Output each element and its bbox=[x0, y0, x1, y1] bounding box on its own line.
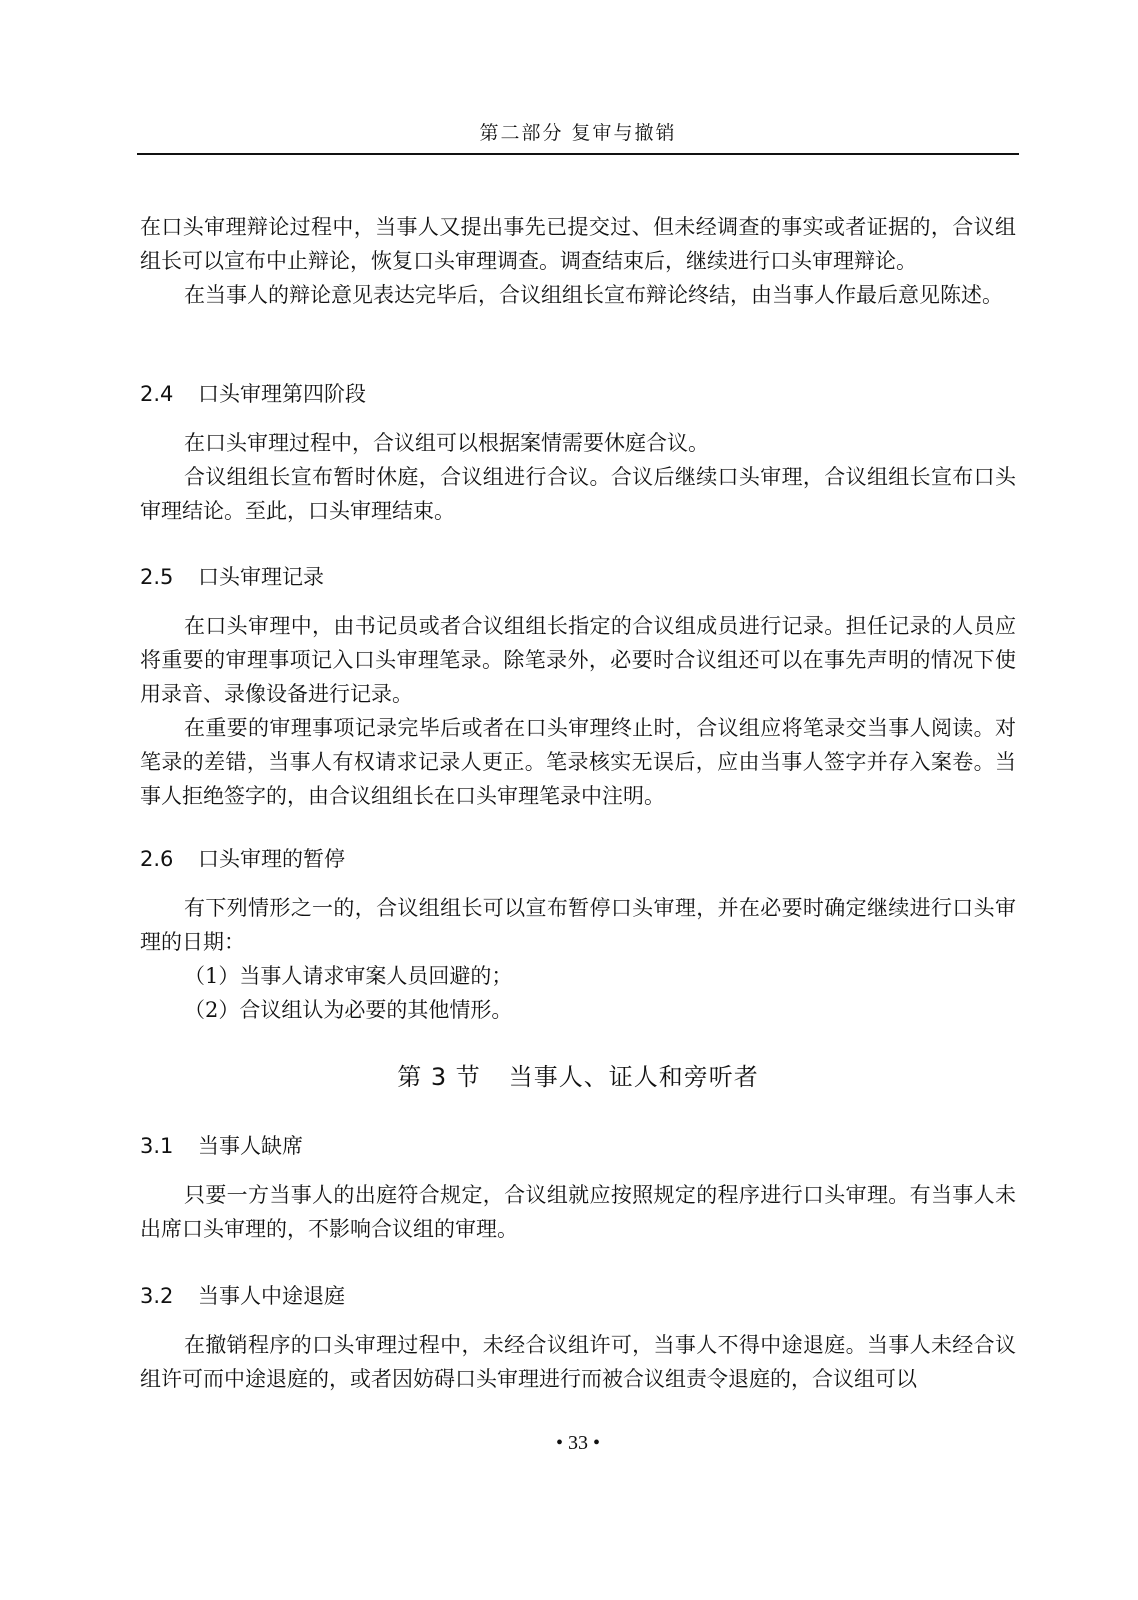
section-number: 3.1 bbox=[140, 1134, 174, 1158]
section-title: 口头审理的暂停 bbox=[198, 847, 345, 871]
paragraph-party-absence: 只要一方当事人的出庭符合规定，合议组就应按照规定的程序进行口头审理。有当事人未出席口头审理的，不影响合议组的审理。 bbox=[140, 1183, 1016, 1241]
paragraph-debate-suspension: 在口头审理辩论过程中，当事人又提出事先已提交过、但未经调查的事实或者证据的，合议组组长可以宣布中止辩论，恢复口头审理调查。调查结束后，继续进行口头审理辩论。 bbox=[140, 215, 1016, 273]
section-heading-2-4 bbox=[140, 379, 366, 409]
section-title: 当事人、证人和旁听者 bbox=[508, 1063, 759, 1091]
section-title: 口头审理第四阶段 bbox=[198, 382, 366, 406]
section-number: 3.2 bbox=[140, 1284, 174, 1308]
running-header: 第二部分 复审与撤销 bbox=[479, 122, 677, 144]
section-heading-2-6 bbox=[140, 844, 345, 874]
section-3-heading bbox=[140, 1060, 1016, 1094]
paragraph-transcript-review: 在重要的审理事项记录完毕后或者在口头审理终止时，合议组应将笔录交当事人阅读。对笔录的差错，当事人有权请求记录人更正。笔录核实无误后，应由当事人签字并存入案卷。当事人拒绝签字的，由合议组组长在口头审理笔录中注明。 bbox=[140, 716, 1016, 808]
section-heading-3-2 bbox=[140, 1281, 345, 1311]
section-label: 第 3 节 bbox=[397, 1063, 481, 1091]
list-item: （2）合议组认为必要的其他情形。 bbox=[184, 998, 513, 1022]
paragraph-recess: 在口头审理过程中，合议组可以根据案情需要休庭合议。 bbox=[184, 431, 709, 455]
paragraph-leaving-hearing: 在撤销程序的口头审理过程中，未经合议组许可，当事人不得中途退庭。当事人未经合议组许可而中途退庭的，或者因妨碍口头审理进行而被合议组责令退庭的，合议组可以 bbox=[140, 1333, 1016, 1391]
paragraph-deliberation: 合议组组长宣布暂时休庭，合议组进行合议。合议后继续口头审理，合议组组长宣布口头审理结论。至此，口头审理结束。 bbox=[140, 465, 1016, 523]
section-title: 当事人中途退庭 bbox=[198, 1284, 345, 1308]
section-title: 口头审理记录 bbox=[198, 565, 324, 589]
paragraph-debate-conclusion: 在当事人的辩论意见表达完毕后，合议组组长宣布辩论终结，由当事人作最后意见陈述。 bbox=[184, 283, 1003, 307]
paragraph-recording: 在口头审理中，由书记员或者合议组组长指定的合议组成员进行记录。担任记录的人员应将重要的审理事项记入口头审理笔录。除笔录外，必要时合议组还可以在事先声明的情况下使用录音、录像设备进行记录。 bbox=[140, 614, 1016, 706]
section-number: 2.5 bbox=[140, 565, 174, 589]
list-item: （1）当事人请求审案人员回避的； bbox=[184, 964, 513, 988]
paragraph-suspension-conditions: 有下列情形之一的，合议组组长可以宣布暂停口头审理，并在必要时确定继续进行口头审理的日期： bbox=[140, 896, 1016, 954]
page-number: • 33 • bbox=[555, 1432, 600, 1454]
section-number: 2.6 bbox=[140, 847, 174, 871]
section-heading-2-5 bbox=[140, 562, 324, 592]
header-rule bbox=[137, 153, 1019, 155]
section-number: 2.4 bbox=[140, 382, 174, 406]
section-title: 当事人缺席 bbox=[198, 1134, 303, 1158]
section-heading-3-1 bbox=[140, 1131, 303, 1161]
